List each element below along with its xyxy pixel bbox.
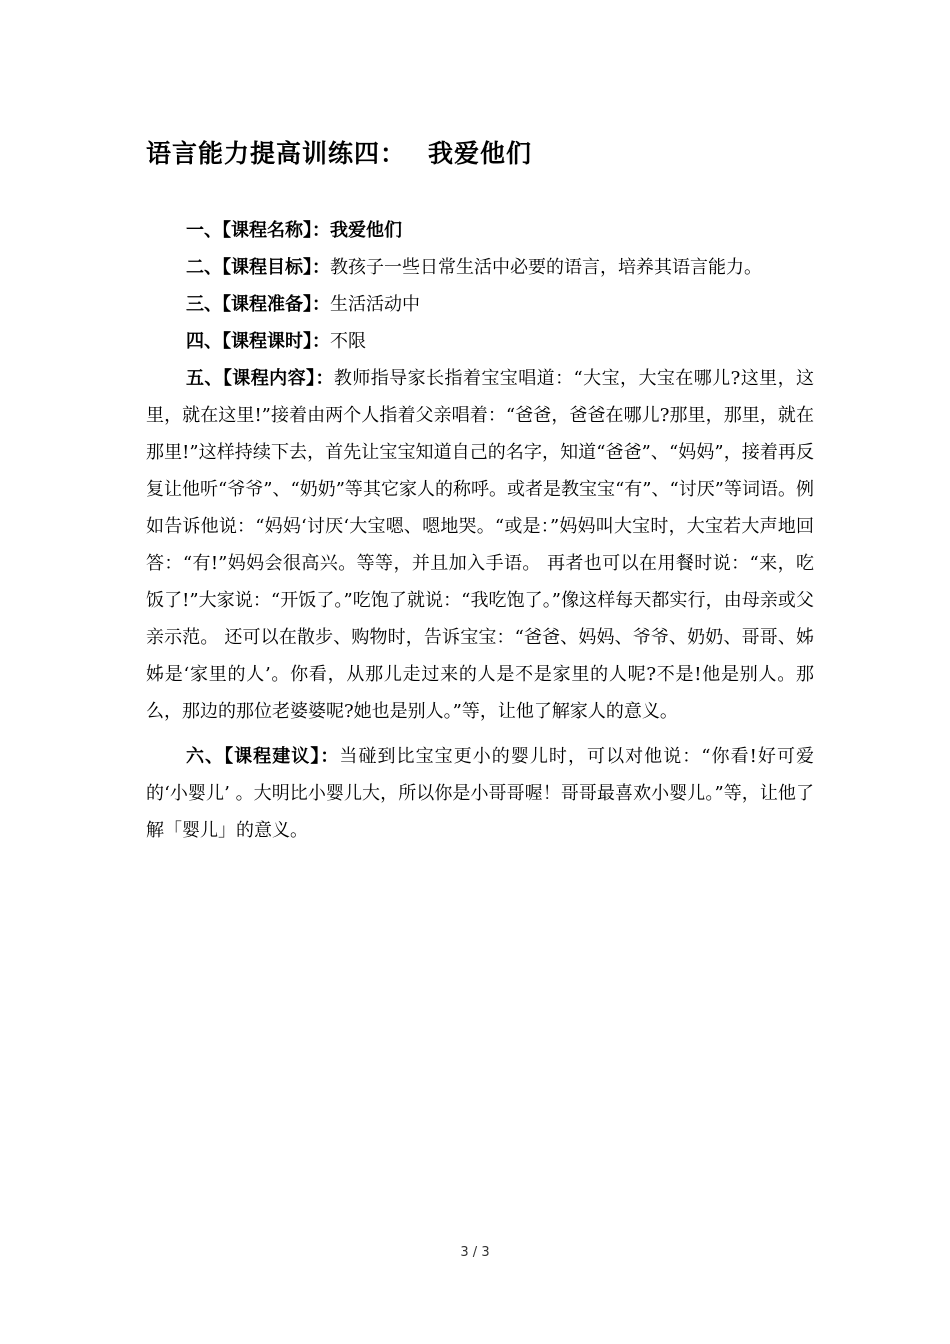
- document-title: [146, 134, 532, 170]
- section-course-hours: [146, 323, 814, 360]
- section-text: 教师指导家长指着宝宝唱道：“大宝，大宝在哪儿?这里，这里，就在这里!”接着由两个人指着父亲唱着：“爸爸，爸爸在哪儿?那里，那里，就在那里!”这样持续下去，首先让宝宝知道自己的名字，知道“爸爸”、“妈妈”，接着再反复让他听“爷爷”、“奶奶”等其它家人的称呼。或者是教宝宝“有”、“讨厌”等词语。例如告诉他说：“妈妈‘讨厌‘大宝嗯、嗯地哭。“或是：”妈妈叫大宝时，大宝若大声地回答：“有!”妈妈会很高兴。等等，并且加入手语。 再者也可以在用餐时说：“来，吃饭了!”大家说：“开饭了。”吃饱了就说：“我吃饱了。”像这样每天都实行，由母亲或父亲示范。 还可以在散步、购物时，告诉宝宝：“爸爸、妈妈、爷爷、奶奶、哥哥、姊姊是‘家里的人’。你看，从那儿走过来的人是不是家里的人呢?不是!他是别人。那么，那边的那位老婆婆呢?她也是别人。”等，让他了解家人的意义。: [146, 368, 815, 722]
- section-text: 生活活动中: [330, 294, 420, 315]
- document-body: [146, 212, 814, 849]
- section-text: 当碰到比宝宝更小的婴儿时，可以对他说：“你看!好可爱的‘小婴儿’ 。大明比小婴儿大，所以你是小哥哥喔！哥哥最喜欢小婴儿。”等，让他了解「婴儿」的意义。: [146, 746, 815, 841]
- section-course-name: [146, 212, 814, 249]
- section-label: 三、【课程准备】：: [186, 294, 330, 315]
- section-course-prep: [146, 286, 814, 323]
- section-label: 二、【课程目标】：: [186, 257, 330, 278]
- title-suffix: 我爱他们: [428, 139, 533, 168]
- section-text: 我爱他们: [330, 220, 402, 241]
- title-main: 语言能力提高训练四：: [146, 139, 407, 168]
- page-number: 3 / 3: [460, 1245, 490, 1260]
- section-label: 五、【课程内容】：: [186, 368, 334, 389]
- section-course-advice: [146, 738, 814, 849]
- section-course-goal: [146, 249, 814, 286]
- section-text: 教孩子一些日常生活中必要的语言，培养其语言能力。: [330, 257, 762, 278]
- section-text: 不限: [330, 331, 366, 352]
- section-course-content: [146, 360, 814, 730]
- section-label: 六、【课程建议】：: [186, 746, 340, 767]
- section-label: 四、【课程课时】：: [186, 331, 330, 352]
- section-label: 一、【课程名称】：: [186, 220, 330, 241]
